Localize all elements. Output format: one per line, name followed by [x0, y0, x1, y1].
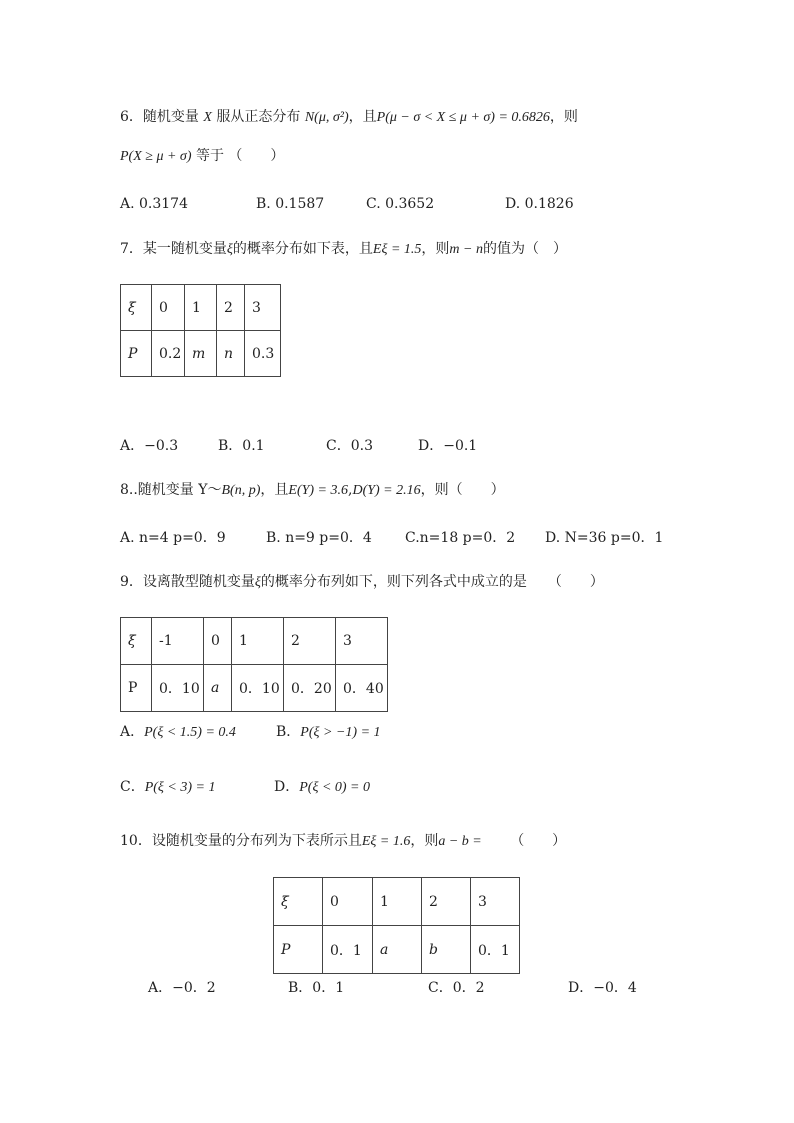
table-row	[121, 331, 281, 377]
table-row	[274, 878, 520, 926]
q10-option-b[interactable]: B．0．1	[288, 980, 345, 996]
table-cell: 0．10	[232, 665, 284, 712]
table-cell: a	[373, 926, 422, 974]
table-cell: a	[204, 665, 232, 712]
table-cell: b	[422, 926, 471, 974]
q6-stem-line1: 6．随机变量 X 服从正态分布 N(μ, σ²)，且P(μ − σ < X ≤ μ + σ) = 0.6826，则	[120, 109, 578, 125]
table-cell: 2	[422, 878, 471, 926]
table-cell: 1	[373, 878, 422, 926]
table-row	[121, 618, 388, 665]
q8-option-b[interactable]: B. n=9 p=0．4	[266, 530, 372, 546]
q8-option-a[interactable]: A. n=4 p=0．9	[120, 530, 226, 546]
table-cell: 3	[245, 285, 281, 331]
q7-option-a[interactable]: A．−0.3	[120, 438, 179, 454]
table-cell: 3	[336, 618, 388, 665]
table-cell: P	[274, 926, 323, 974]
table-cell: P	[121, 331, 152, 377]
q9-option-d[interactable]: D．P(ξ < 0) = 0	[274, 779, 370, 795]
table-cell: n	[217, 331, 245, 377]
q6-option-a[interactable]: A. 0.3174	[120, 196, 188, 212]
table-cell: 0．1	[323, 926, 373, 974]
q10-option-a[interactable]: A．−0．2	[148, 980, 216, 996]
q9-stem: 9．设离散型随机变量ξ的概率分布列如下，则下列各式中成立的是 （ ）	[120, 574, 604, 590]
table-cell: 0	[323, 878, 373, 926]
q9-distribution-table	[120, 617, 388, 712]
q10-stem: 10．设随机变量的分布列为下表所示且Eξ = 1.6，则a − b = （ ）	[120, 833, 567, 849]
table-cell: 0	[152, 285, 185, 331]
q10-distribution-table	[273, 877, 520, 974]
table-cell: -1	[152, 618, 204, 665]
q9-option-c[interactable]: C．P(ξ < 3) = 1	[120, 779, 216, 795]
table-row	[121, 285, 281, 331]
q7-option-d[interactable]: D．−0.1	[418, 438, 478, 454]
q8-option-d[interactable]: D. N=36 p=0．1	[545, 530, 664, 546]
table-cell: ξ	[121, 285, 152, 331]
q9-option-b[interactable]: B．P(ξ > −1) = 1	[276, 724, 381, 740]
q10-option-c[interactable]: C．0．2	[428, 980, 485, 996]
table-cell: 2	[284, 618, 336, 665]
table-cell: ξ	[121, 618, 152, 665]
table-cell: 0．10	[152, 665, 204, 712]
table-cell: 0．1	[471, 926, 520, 974]
q9-option-a[interactable]: A．P(ξ < 1.5) = 0.4	[120, 724, 236, 740]
table-cell: ξ	[274, 878, 323, 926]
table-cell: P	[121, 665, 152, 712]
table-cell: 0．20	[284, 665, 336, 712]
q7-stem: 7．某一随机变量ξ的概率分布如下表，且Eξ = 1.5，则m − n的值为（ ）	[120, 241, 567, 257]
table-cell: m	[185, 331, 217, 377]
table-cell: 0.3	[245, 331, 281, 377]
table-cell: 1	[185, 285, 217, 331]
table-cell: 3	[471, 878, 520, 926]
q10-option-d[interactable]: D．−0．4	[568, 980, 637, 996]
q7-option-c[interactable]: C．0.3	[326, 438, 373, 454]
table-row	[121, 665, 388, 712]
table-cell: 1	[232, 618, 284, 665]
q7-option-b[interactable]: B．0.1	[218, 438, 265, 454]
table-cell: 0．40	[336, 665, 388, 712]
q6-stem-line2: P(X ≥ μ + σ) 等于 （ ）	[120, 148, 285, 164]
table-cell: 0.2	[152, 331, 185, 377]
table-row	[274, 926, 520, 974]
q6-option-c[interactable]: C. 0.3652	[366, 196, 435, 212]
table-cell: 0	[204, 618, 232, 665]
q8-option-c[interactable]: C.n=18 p=0．2	[405, 530, 516, 546]
q6-option-d[interactable]: D. 0.1826	[505, 196, 574, 212]
q7-distribution-table	[120, 284, 281, 377]
table-cell: 2	[217, 285, 245, 331]
q8-stem: 8..随机变量 Y～B(n, p)，且E(Y) = 3.6,D(Y) = 2.16，则（ ）	[120, 482, 505, 498]
q6-option-b[interactable]: B. 0.1587	[256, 196, 325, 212]
